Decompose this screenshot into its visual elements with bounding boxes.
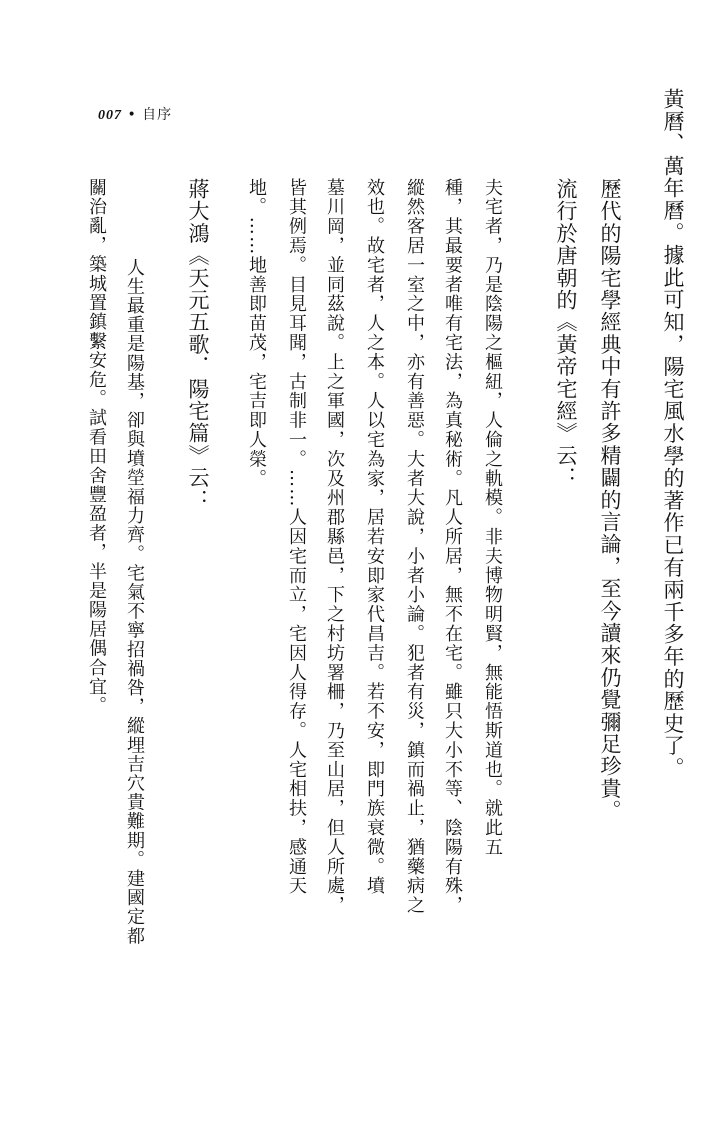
quote1-line-5: 墓川岡，並同茲說。上之軍國，次及州郡縣邑，下之村坊署柵，乃至山居，但人所處，	[324, 178, 345, 916]
page-number: 007	[98, 108, 122, 123]
quote1-line-6: 皆其例焉。目見耳聞，古制非一。……人因宅而立，宅因人得存。人宅相扶，感通天	[286, 178, 307, 896]
quote2-line-1: 人生最重是陽基，卻與墳塋福力齊。宅氣不寧招禍咎，縱埋吉穴貴難期。建國定都	[124, 258, 145, 946]
quote1-line-3: 縱然客居一室之中，亦有善惡。大者大說，小者小論。犯者有災，鎮而禍止，猶藥病之	[404, 178, 425, 916]
quote2-line-2: 關治亂，築城置鎮繫安危。試看田舍豐盈者，半是陽居偶合宜。	[86, 178, 107, 716]
quote1-line-4: 效也。故宅者，人之本。人以宅為家，居若安即家代昌吉。若不安，即門族衰微。墳	[364, 178, 385, 896]
intro-line-2: 歷代的陽宅學經典中有許多精闢的言論，至今讀來仍覺彌足珍貴。	[598, 178, 622, 822]
quote1-line-1: 夫宅者，乃是陰陽之樞紐，人倫之軌模。非夫博物明賢，無能悟斯道也。就此五	[482, 178, 503, 857]
quote1-line-7: 地。……地善即苗茂，宅吉即人榮。	[246, 178, 267, 489]
quote2-source: 蔣大鴻《天元五歌．陽宅篇》云：	[186, 178, 210, 511]
intro-line-3: 流行於唐朝的《黃帝宅經》云：	[554, 178, 578, 489]
page-header	[98, 104, 172, 124]
intro-line-1: 黃曆、萬年曆。據此可知，陽宅風水學的著作已有兩千多年的歷史了。	[661, 88, 685, 780]
section-title: 自序	[142, 107, 173, 123]
header-bullet: •	[127, 107, 137, 123]
quote1-line-2: 種，其最要者唯有宅法，為真秘術。凡人所居，無不在宅。雖只大小不等、陰陽有殊，	[442, 178, 463, 916]
